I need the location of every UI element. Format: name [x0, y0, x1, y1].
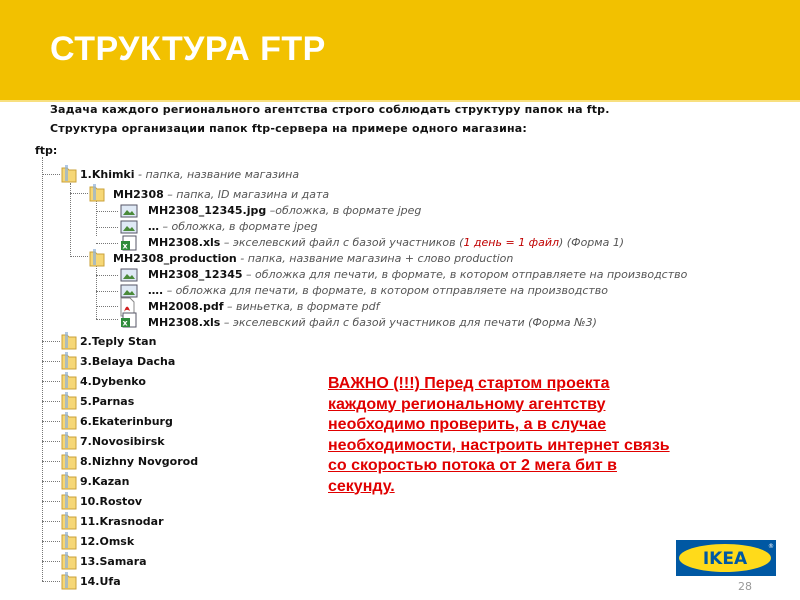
- tree-branch: [42, 341, 60, 342]
- file-print-xls-name: MH2308.xls: [148, 316, 221, 329]
- tree-store-item[interactable]: [80, 554, 147, 570]
- folder-icon: [60, 351, 78, 371]
- store-name: 13.Samara: [80, 555, 147, 568]
- tree-file-jpg[interactable]: [148, 203, 421, 219]
- tree-file-jpg-more[interactable]: [148, 219, 318, 235]
- tree-store-item[interactable]: [80, 374, 146, 390]
- tree-folder-production[interactable]: [113, 251, 513, 267]
- header-bar: [0, 0, 800, 100]
- ikea-logo: [676, 540, 776, 576]
- file-xls-desc-post: ) (Форма 1): [559, 236, 625, 249]
- tree-branch: [96, 306, 118, 307]
- file-pdf-desc: – виньетка, в формате pdf: [226, 300, 380, 313]
- tree-branch: [42, 421, 60, 422]
- folder-icon: [60, 371, 78, 391]
- tree-branch: [96, 291, 118, 292]
- tree-store-item[interactable]: [80, 394, 134, 410]
- tree-store-item[interactable]: [80, 534, 134, 550]
- folder-icon: [60, 531, 78, 551]
- svg-text:x: x: [122, 318, 128, 328]
- tree-store-1[interactable]: [80, 167, 299, 183]
- folder-icon: [60, 551, 78, 571]
- folder-icon: [60, 491, 78, 511]
- tree-file-pdf[interactable]: [148, 299, 380, 315]
- store-1-name: 1.Khimki: [80, 168, 135, 181]
- store-name: 6.Ekaterinburg: [80, 415, 173, 428]
- store-name: 11.Krasnodar: [80, 515, 164, 528]
- tree-file-print-xls[interactable]: [148, 315, 597, 331]
- tree-branch: [96, 243, 118, 244]
- folder-icon: [60, 411, 78, 431]
- tree-store-item[interactable]: [80, 454, 198, 470]
- tree-store-item[interactable]: [80, 334, 156, 350]
- tree-branch: [42, 401, 60, 402]
- image-file-icon: [120, 268, 138, 282]
- intro-line-2: Структура организации папок ftp-сервера на примере одного магазина:: [50, 122, 528, 135]
- file-xls-desc-highlight: 1 день = 1 файл: [463, 236, 560, 249]
- tree-file-print-more[interactable]: [148, 283, 608, 299]
- folder-icon: [60, 331, 78, 351]
- folder-production-desc: - папка, название магазина + слово production: [240, 252, 514, 265]
- tree-branch: [96, 227, 118, 228]
- store-name: 14.Ufa: [80, 575, 121, 588]
- tree-branch: [42, 381, 60, 382]
- tree-branch: [42, 581, 60, 582]
- store-name: 12.Omsk: [80, 535, 135, 548]
- tree-store-item[interactable]: [80, 414, 173, 430]
- tree-branch: [70, 256, 88, 257]
- store-name: 3.Belaya Dacha: [80, 355, 176, 368]
- tree-file-print-cover[interactable]: [148, 267, 687, 283]
- tree-branch: [96, 275, 118, 276]
- store-name: 10.Rostov: [80, 495, 143, 508]
- store-1-desc: - папка, название магазина: [138, 168, 300, 181]
- tree-branch: [42, 481, 60, 482]
- folder-icon: [88, 248, 106, 268]
- image-file-icon: [120, 284, 138, 298]
- tree-store-item[interactable]: [80, 514, 164, 530]
- folder-icon: [60, 471, 78, 491]
- file-print-more-name: ….: [148, 284, 164, 297]
- folder-icon: [60, 164, 78, 184]
- tree-branch: [96, 211, 118, 212]
- file-jpg-name: MH2308_12345.jpg: [148, 204, 267, 217]
- folder-production-name: MH2308_production: [113, 252, 237, 265]
- page-number: 28: [738, 580, 752, 593]
- important-notice: ВАЖНО (!!!) Перед стартом проекта каждому региональному агентству необходимо проверить, а в случае необходимости, настроить интернет связь со скоростью потока от 2 мега бит в секунду.: [328, 375, 670, 495]
- excel-file-icon: [120, 312, 138, 328]
- page-title: СТРУКТУРА FTP: [50, 30, 326, 68]
- tree-file-xls[interactable]: [148, 235, 624, 251]
- tree-mh-line: [96, 200, 97, 236]
- file-print-more-desc: – обложка для печати, в формате, в котором отправляете на производство: [166, 284, 608, 297]
- tree-store-item[interactable]: [80, 434, 165, 450]
- store-name: 9.Kazan: [80, 475, 130, 488]
- image-file-icon: [120, 204, 138, 218]
- ftp-root-label: ftp:: [35, 144, 58, 157]
- tree-branch: [42, 441, 60, 442]
- folder-icon: [60, 391, 78, 411]
- file-xls-name: MH2308.xls: [148, 236, 221, 249]
- tree-prod-line: [96, 265, 97, 319]
- tree-folder-mh2308[interactable]: [113, 187, 329, 203]
- tree-store-item[interactable]: [80, 354, 175, 370]
- file-jpg-desc: –обложка, в формате jpeg: [269, 204, 422, 217]
- tree-branch: [70, 193, 88, 194]
- store-name: 2.Teply Stan: [80, 335, 157, 348]
- tree-store-item[interactable]: [80, 474, 129, 490]
- tree-store-item[interactable]: [80, 494, 142, 510]
- store-name: 4.Dybenko: [80, 375, 146, 388]
- file-print-desc: – обложка для печати, в формате, в котором отправляете на производство: [246, 268, 688, 281]
- file-more-desc: – обложка, в формате jpeg: [162, 220, 318, 233]
- svg-text:x: x: [122, 241, 128, 251]
- folder-icon: [60, 571, 78, 591]
- folder-icon: [60, 431, 78, 451]
- store-name: 8.Nizhny Novgorod: [80, 455, 199, 468]
- tree-branch: [96, 319, 118, 320]
- ikea-logo-text: IKEA: [702, 549, 748, 569]
- folder-mh2308-desc: – папка, ID магазина и дата: [167, 188, 330, 201]
- tree-branch: [42, 501, 60, 502]
- file-xls-desc-pre: – экселевский файл с базой участников (: [223, 236, 464, 249]
- file-print-xls-desc: – экселевский файл с базой участников для печати (Форма №3): [223, 316, 597, 329]
- file-pdf-name: MH2008.pdf: [148, 300, 224, 313]
- tree-store-item[interactable]: [80, 574, 121, 590]
- folder-mh2308-name: MH2308: [113, 188, 164, 201]
- tree-branch: [42, 521, 60, 522]
- tree-trunk-line: [42, 157, 43, 581]
- folder-icon: [88, 183, 106, 203]
- excel-file-icon: [120, 235, 138, 251]
- tree-branch: [42, 561, 60, 562]
- file-print-name: MH2308_12345: [148, 268, 243, 281]
- image-file-icon: [120, 220, 138, 234]
- store-name: 7.Novosibirsk: [80, 435, 165, 448]
- store-name: 5.Parnas: [80, 395, 135, 408]
- folder-icon: [60, 451, 78, 471]
- tree-branch: [42, 541, 60, 542]
- file-more-name: …: [148, 220, 159, 233]
- folder-icon: [60, 511, 78, 531]
- intro-line-1: Задача каждого регионального агентства строго соблюдать структуру папок на ftp.: [50, 103, 610, 116]
- ikea-logo-mark: ®: [768, 543, 774, 550]
- header-divider: [0, 100, 800, 102]
- tree-branch: [42, 174, 60, 175]
- tree-branch: [42, 461, 60, 462]
- tree-branch: [42, 361, 60, 362]
